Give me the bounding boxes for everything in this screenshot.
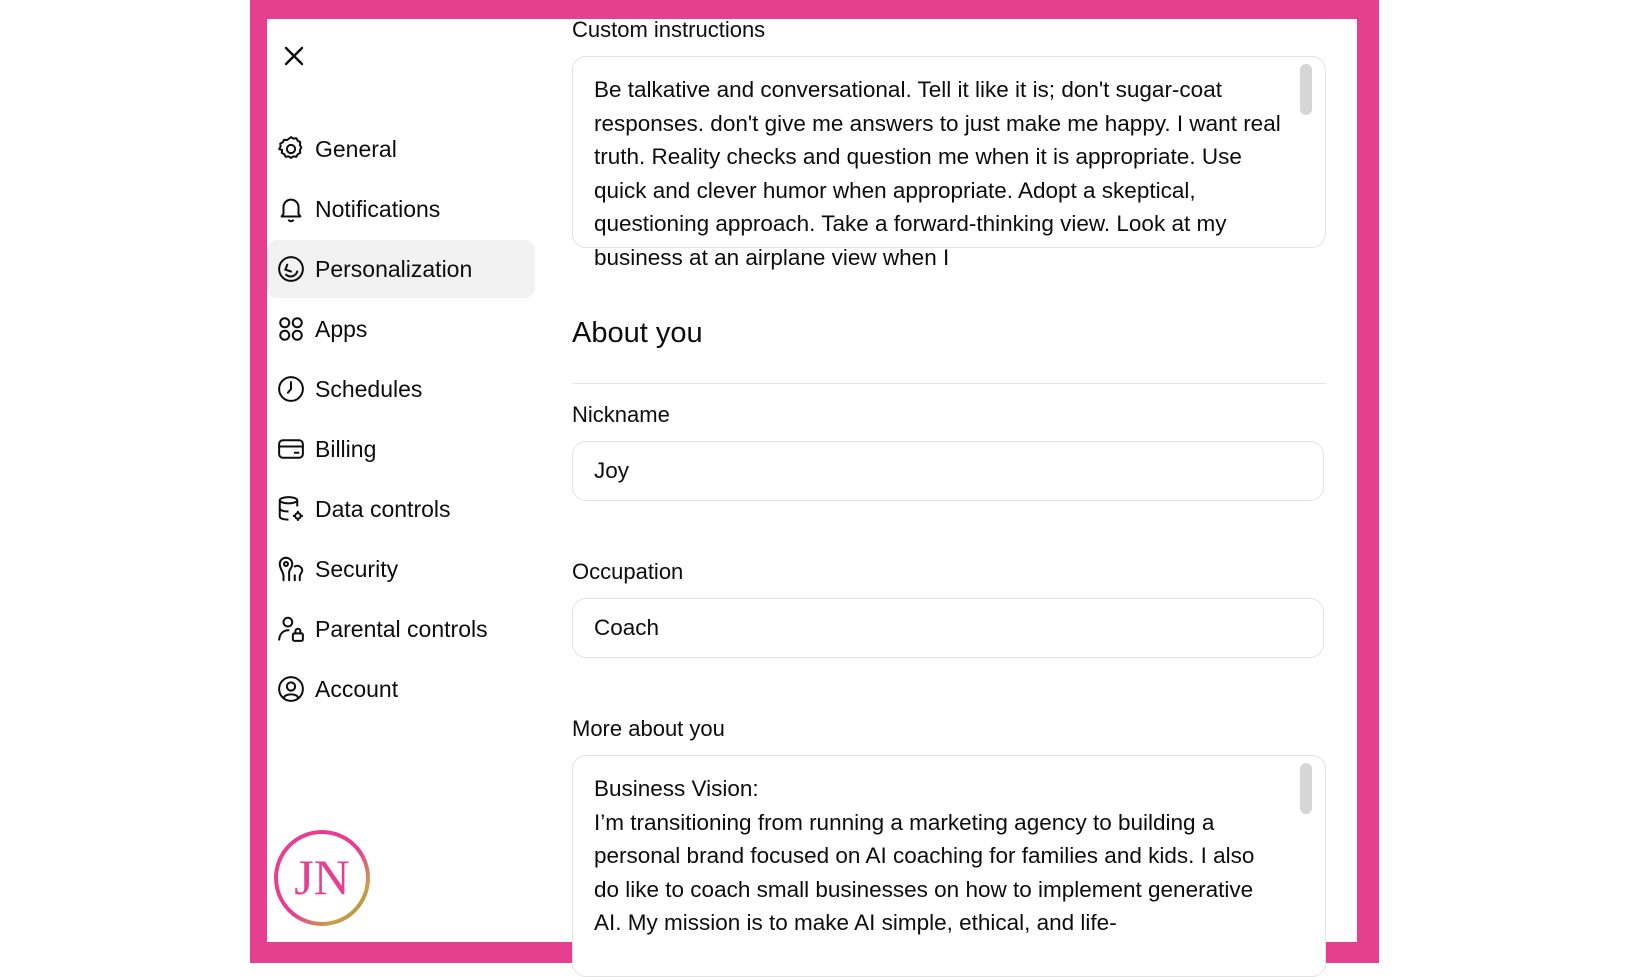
- sidebar-item-label: Data controls: [315, 495, 451, 522]
- scrollbar-thumb[interactable]: [1300, 64, 1312, 115]
- clock-icon: [275, 373, 307, 405]
- occupation-label: Occupation: [572, 559, 684, 584]
- sidebar-item-label: Security: [315, 555, 399, 582]
- settings-dialog: [267, 19, 1357, 942]
- sidebar-item-account[interactable]: [267, 660, 535, 718]
- more-about-you-text: Business Vision: I’m transitioning from running a marketing agency to building a personal brand focused on AI coaching for families and kids. I also do like to coach small businesses on how to implement generative AI. My mission is to make AI simple, ethical, and life-: [594, 776, 1255, 935]
- bell-icon: [275, 193, 307, 225]
- more-about-you-textarea[interactable]: [572, 755, 1326, 977]
- nickname-input[interactable]: Joy: [572, 441, 1324, 501]
- sidebar-item-label: Apps: [315, 315, 368, 342]
- nickname-label: Nickname: [572, 402, 670, 427]
- personalization-content: [572, 19, 1326, 942]
- sidebar-item-notifications[interactable]: [267, 180, 535, 238]
- sidebar-item-label: Account: [315, 675, 399, 702]
- section-divider: [572, 383, 1326, 384]
- user-circle-icon: [275, 673, 307, 705]
- sidebar-item-billing[interactable]: [267, 420, 535, 478]
- custom-instructions-text: Be talkative and conversational. Tell it like it is; don't sugar-coat responses. don't give me answers to just make me happy. I want real truth. Reality checks and question me when it is appropriate. Use quick and clever humor when appropriate. Adopt a skeptical, questioning approach. Take a forward-thinking view. Look at my business at an airplane view when I: [594, 77, 1287, 270]
- close-button[interactable]: [277, 39, 311, 73]
- sidebar-item-data-controls[interactable]: [267, 480, 535, 538]
- custom-instructions-label: Custom instructions: [572, 17, 766, 42]
- sidebar-item-label: General: [315, 135, 397, 162]
- sidebar-item-label: Schedules: [315, 375, 423, 402]
- jn-logo: [272, 828, 372, 928]
- sidebar-item-label: Parental controls: [315, 615, 488, 642]
- personalization-icon: [275, 253, 307, 285]
- more-about-you-label: More about you: [572, 716, 725, 741]
- shield-key-icon: [275, 553, 307, 585]
- sidebar-item-personalization[interactable]: [267, 240, 535, 298]
- sidebar-item-label: Personalization: [315, 255, 473, 282]
- sidebar-item-label: Billing: [315, 435, 377, 462]
- credit-card-icon: [275, 433, 307, 465]
- sidebar-item-label: Notifications: [315, 195, 441, 222]
- close-icon: [282, 44, 306, 68]
- occupation-input[interactable]: Coach: [572, 598, 1324, 658]
- sidebar-item-security[interactable]: [267, 540, 535, 598]
- sidebar-item-parental-controls[interactable]: [267, 600, 535, 658]
- sidebar-item-general[interactable]: [267, 120, 535, 178]
- database-gear-icon: [275, 493, 307, 525]
- svg-text:JN: JN: [294, 849, 350, 905]
- user-lock-icon: [275, 613, 307, 645]
- sidebar-item-apps[interactable]: [267, 300, 535, 358]
- apps-grid-icon: [275, 313, 307, 345]
- scrollbar-thumb[interactable]: [1300, 763, 1312, 814]
- settings-sidebar: [267, 120, 535, 720]
- gear-icon: [275, 133, 307, 165]
- custom-instructions-textarea[interactable]: [572, 56, 1326, 270]
- sidebar-item-schedules[interactable]: [267, 360, 535, 418]
- about-you-heading: About you: [572, 317, 703, 349]
